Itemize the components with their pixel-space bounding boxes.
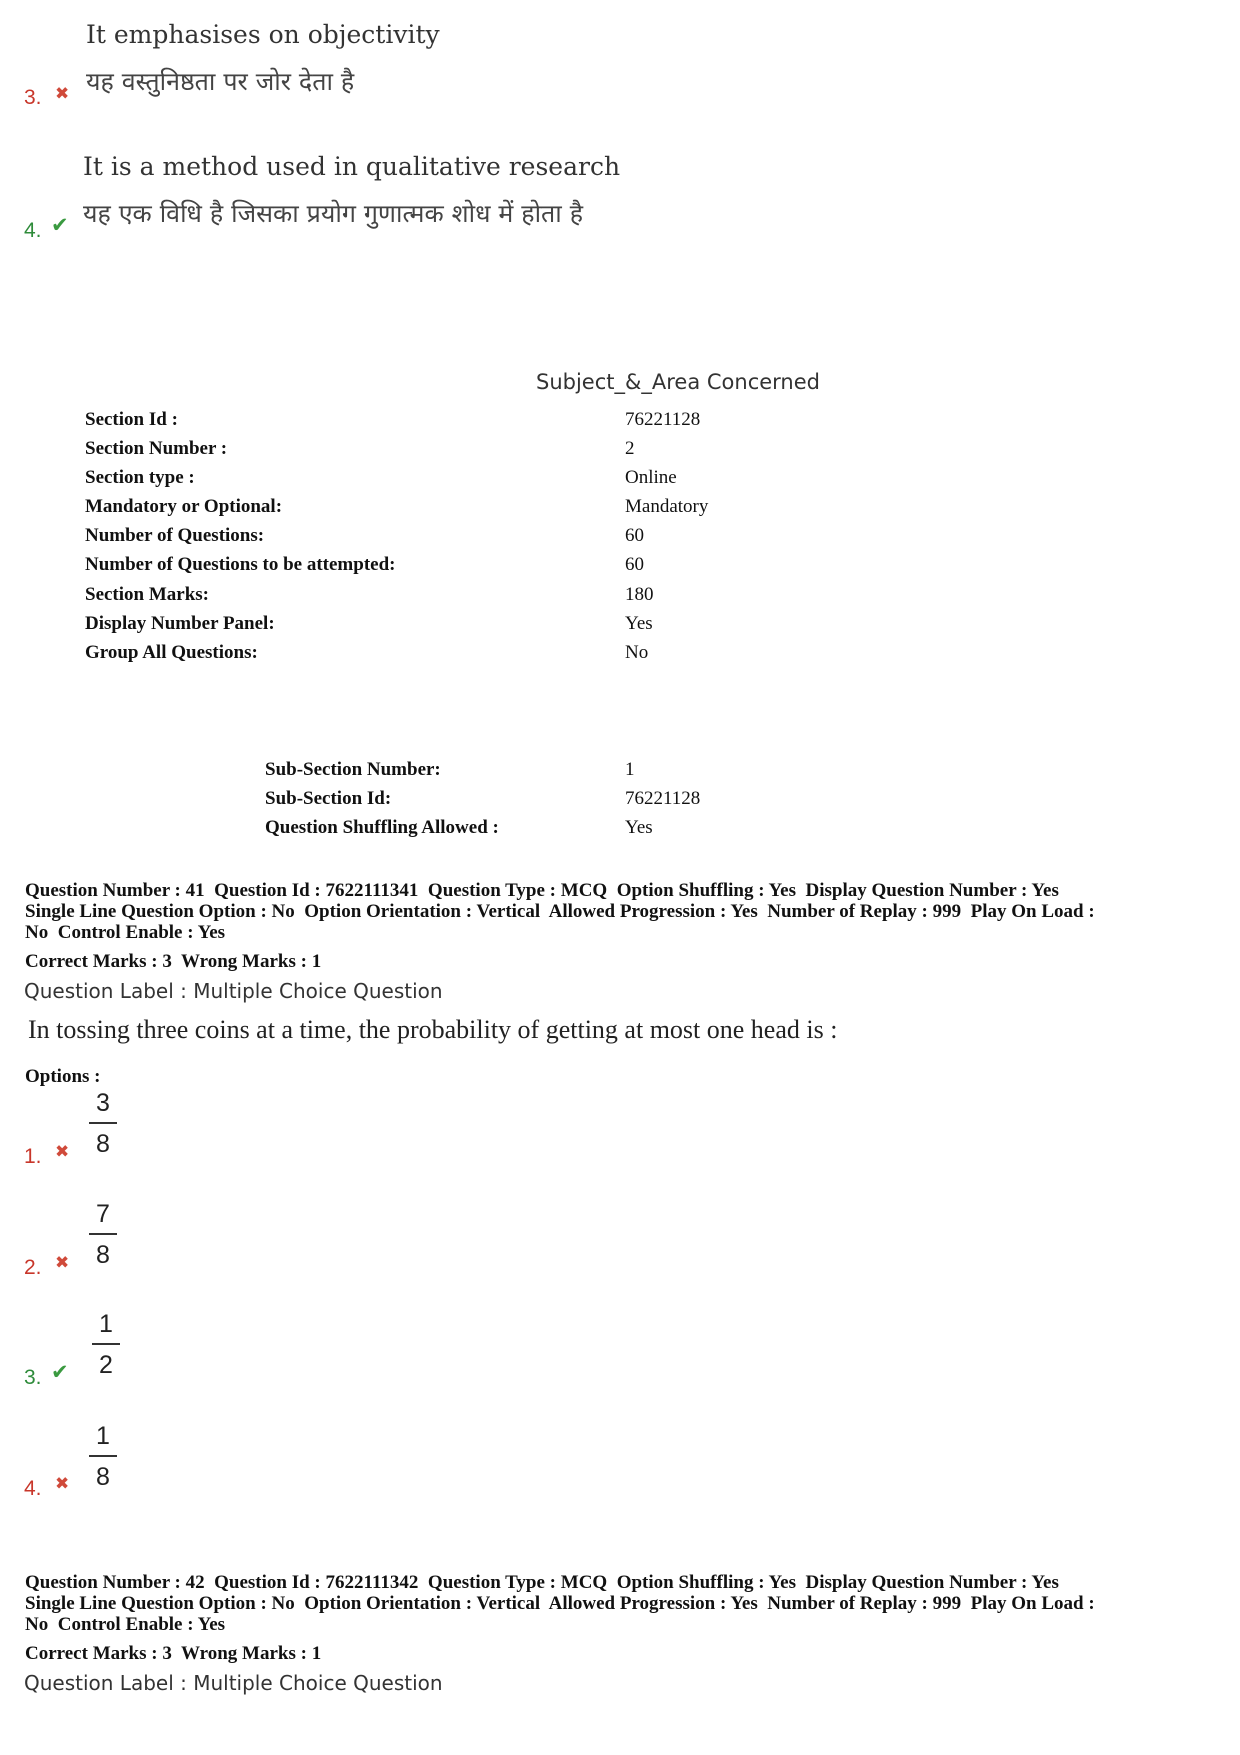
question-shuffling-label: Question Shuffling Allowed : (265, 817, 499, 838)
section-id-label: Section Id : (85, 409, 178, 430)
option-number: 4. (24, 1477, 42, 1500)
display-number-panel-label: Display Number Panel: (85, 613, 275, 634)
question-label: Question Label : Multiple Choice Question (24, 979, 443, 1003)
fraction-denominator: 8 (96, 1130, 110, 1158)
correct-mark-icon: ✔ (51, 213, 69, 237)
section-marks-value: 180 (625, 584, 654, 605)
option-number: 1. (24, 1145, 42, 1168)
option-number: 2. (24, 1256, 42, 1279)
questions-attempted-label: Number of Questions to be attempted: (85, 554, 396, 575)
fraction-bar (89, 1233, 117, 1235)
wrong-mark-icon: ✖ (55, 84, 70, 104)
group-all-questions-label: Group All Questions: (85, 642, 258, 663)
section-type-value: Online (625, 467, 677, 488)
option-fraction (89, 1199, 117, 1270)
option-text-english: It emphasises on objectivity (86, 20, 440, 49)
wrong-mark-icon: ✖ (55, 1474, 70, 1494)
group-all-questions-value: No (625, 642, 649, 663)
section-type-label: Section type : (85, 467, 195, 488)
sub-section-number-value: 1 (625, 759, 635, 780)
fraction-bar (89, 1455, 117, 1457)
display-number-panel-value: Yes (625, 613, 653, 634)
fraction-denominator: 2 (99, 1351, 113, 1379)
option-text-hindi: यह वस्तुनिष्ठता पर जोर देता है (86, 67, 355, 96)
question-marks: Correct Marks : 3 Wrong Marks : 1 (25, 951, 322, 972)
question-meta-line-3: No Control Enable : Yes (25, 1614, 226, 1635)
option-number: 4. (24, 219, 42, 242)
number-of-questions-value: 60 (625, 525, 644, 546)
option-fraction (89, 1088, 117, 1159)
section-title: Subject_&_Area Concerned (536, 370, 820, 394)
section-number-label: Section Number : (85, 438, 228, 459)
section-number-value: 2 (625, 438, 635, 459)
question-meta-line-1: Question Number : 42 Question Id : 7622111342 Question Type : MCQ Option Shuffling : Yes Display Question Number : Yes (25, 1572, 1059, 1593)
option-fraction (92, 1309, 120, 1380)
fraction-numerator: 1 (96, 1422, 110, 1450)
wrong-mark-icon: ✖ (55, 1253, 70, 1273)
question-meta-line-3: No Control Enable : Yes (25, 922, 226, 943)
question-shuffling-value: Yes (625, 817, 653, 838)
question-meta-line-1: Question Number : 41 Question Id : 7622111341 Question Type : MCQ Option Shuffling : Yes Display Question Number : Yes (25, 880, 1059, 901)
question-text: In tossing three coins at a time, the probability of getting at most one head is : (28, 1015, 838, 1044)
question-label: Question Label : Multiple Choice Question (24, 1671, 443, 1695)
questions-attempted-value: 60 (625, 554, 644, 575)
option-text-hindi: यह एक विधि है जिसका प्रयोग गुणात्मक शोध में होता है (83, 199, 583, 228)
question-meta-line-2: Single Line Question Option : No Option Orientation : Vertical Allowed Progression : Yes Number of Replay : 999 Play On Load : (25, 1593, 1095, 1614)
number-of-questions-label: Number of Questions: (85, 525, 265, 546)
option-number: 3. (24, 86, 42, 109)
section-marks-label: Section Marks: (85, 584, 210, 605)
fraction-bar (92, 1343, 120, 1345)
mandatory-value: Mandatory (625, 496, 709, 517)
wrong-mark-icon: ✖ (55, 1142, 70, 1162)
section-id-value: 76221128 (625, 409, 701, 430)
options-heading: Options : (25, 1066, 101, 1087)
question-meta-line-2: Single Line Question Option : No Option Orientation : Vertical Allowed Progression : Yes Number of Replay : 999 Play On Load : (25, 901, 1095, 922)
fraction-numerator: 3 (96, 1089, 110, 1117)
sub-section-number-label: Sub-Section Number: (265, 759, 441, 780)
fraction-numerator: 7 (96, 1200, 110, 1228)
sub-section-id-label: Sub-Section Id: (265, 788, 392, 809)
fraction-denominator: 8 (96, 1463, 110, 1491)
sub-section-id-value: 76221128 (625, 788, 701, 809)
question-marks: Correct Marks : 3 Wrong Marks : 1 (25, 1643, 322, 1664)
option-text-english: It is a method used in qualitative research (83, 152, 621, 181)
option-number: 3. (24, 1366, 42, 1389)
fraction-denominator: 8 (96, 1241, 110, 1269)
correct-mark-icon: ✔ (51, 1360, 69, 1384)
fraction-bar (89, 1122, 117, 1124)
fraction-numerator: 1 (99, 1310, 113, 1338)
mandatory-label: Mandatory or Optional: (85, 496, 283, 517)
option-fraction (89, 1421, 117, 1492)
